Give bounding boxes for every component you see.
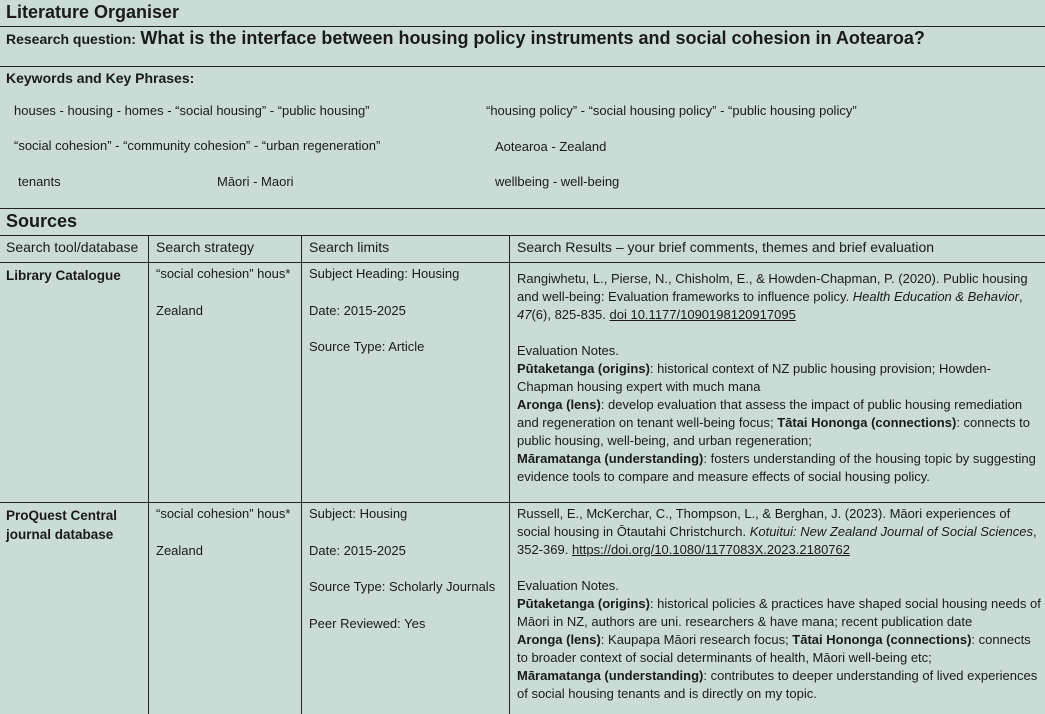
note-text: : develop evaluation that assess the impact of public housing remediation and regeneration on tenant well-being focus; xyxy=(517,397,1023,430)
evaluation-notes-heading: Evaluation Notes. xyxy=(517,578,619,593)
research-question-label: Research question: xyxy=(6,31,136,47)
citation-separator: , xyxy=(1032,524,1037,539)
divider xyxy=(0,235,1045,236)
note-text: : historical context of NZ public housing provision; Howden-Chapman housing expert with much mana xyxy=(517,361,991,394)
note-text: : fosters understanding of the housing topic by suggesting evidence tools to compare and measure effects of social housing policy. xyxy=(517,451,1036,484)
keyword-group: wellbeing - well-being xyxy=(495,174,620,189)
note-label: Aronga (lens) xyxy=(517,397,601,412)
note-text: : contributes to deeper understanding of lived experiences of social housing tenants and is directly on my topic. xyxy=(517,668,1038,701)
table-row-strategy: “social cohesion” hous* xyxy=(156,266,291,281)
citation xyxy=(517,505,1042,559)
note-label: Pūtaketanga (origins) xyxy=(517,596,650,611)
table-row-limit: Source Type: Scholarly Journals xyxy=(309,579,496,594)
evaluation-notes-heading: Evaluation Notes. xyxy=(517,343,619,358)
divider xyxy=(0,26,1045,27)
table-row-strategy: Zealand xyxy=(156,303,203,318)
divider xyxy=(0,66,1045,67)
note-label: Māramatanga (understanding) xyxy=(517,451,704,466)
citation-pages: 352-369. xyxy=(517,542,572,557)
keyword-group: houses - housing - homes - “social housing” - “public housing” xyxy=(14,103,370,118)
table-row-strategy: “social cohesion” hous* xyxy=(156,506,291,521)
note-putaketanga xyxy=(517,360,1042,396)
table-row-limit: Source Type: Article xyxy=(309,339,425,354)
citation-separator: , xyxy=(1018,289,1023,304)
keyword-group: “social cohesion” - “community cohesion” - “urban regeneration” xyxy=(14,138,381,153)
citation-authors: Rangiwhetu, L., Pierse, N., Chisholm, E., & Howden-Chapman, P. (2020). Public housing and well-being: Evaluation frameworks to influence policy. xyxy=(517,271,1028,304)
divider xyxy=(0,208,1045,209)
note-text: : historical policies & practices have shaped social housing needs of Māori in NZ, authors are uni. researchers & have mana; recent publication date xyxy=(517,596,1041,629)
note-label: Māramatanga (understanding) xyxy=(517,668,704,683)
research-question xyxy=(6,28,925,49)
column-header-results: Search Results – your brief comments, themes and brief evaluation xyxy=(517,239,935,255)
citation-pages: (6), 825-835. xyxy=(531,307,610,322)
table-row-limit: Subject Heading: Housing xyxy=(309,266,460,281)
note-label: Tātai Hononga (connections) xyxy=(777,415,957,430)
table-row-strategy: Zealand xyxy=(156,543,203,558)
doi-link[interactable]: https://doi.org/10.1080/1177083X.2023.2180762 xyxy=(571,542,850,557)
table-row-limit: Peer Reviewed: Yes xyxy=(309,616,426,631)
column-header-strategy: Search strategy xyxy=(156,239,255,255)
table-row-results xyxy=(517,270,1042,486)
keywords-heading: Keywords and Key Phrases: xyxy=(6,70,195,86)
citation-volume: 47 xyxy=(517,307,532,322)
table-row-limit: Date: 2015-2025 xyxy=(309,303,406,318)
column-divider xyxy=(509,235,510,714)
column-divider xyxy=(148,235,149,714)
note-text: : connects to public housing, well-being, and urban regeneration; xyxy=(517,415,1031,448)
note-maramatanga xyxy=(517,667,1042,703)
table-row-tool: Library Catalogue xyxy=(6,268,121,283)
note-text: : connects to broader context of social determinants of health, Māori well-being etc; xyxy=(517,632,1031,665)
citation-authors: Russell, E., McKerchar, C., Thompson, L., & Berghan, J. (2023). Māori experiences of social housing in Ōtautahi Christchurch. xyxy=(517,506,1011,539)
note-label: Pūtaketanga (origins) xyxy=(517,361,650,376)
note-aronga xyxy=(517,396,1042,450)
note-label: Aronga (lens) xyxy=(517,632,601,647)
citation-journal: Health Education & Behavior xyxy=(852,289,1019,304)
keyword-group: “housing policy” - “social housing policy” - “public housing policy” xyxy=(486,103,857,118)
keyword-group: Aotearoa - Zealand xyxy=(495,139,607,154)
column-header-limits: Search limits xyxy=(309,239,390,255)
note-maramatanga xyxy=(517,450,1042,486)
divider xyxy=(0,502,1045,503)
table-row-limit: Date: 2015-2025 xyxy=(309,543,406,558)
citation-journal: Kotuitui: New Zealand Journal of Social Sciences xyxy=(749,524,1033,539)
sources-heading: Sources xyxy=(6,211,78,231)
note-label: Tātai Hononga (connections) xyxy=(792,632,972,647)
divider xyxy=(0,262,1045,263)
research-question-text: What is the interface between housing policy instruments and social cohesion in Aotearoa? xyxy=(140,28,925,48)
column-divider xyxy=(301,235,302,714)
note-putaketanga xyxy=(517,595,1042,631)
page-title: Literature Organiser xyxy=(6,2,180,22)
note-aronga xyxy=(517,631,1042,667)
column-header-tool: Search tool/database xyxy=(6,239,139,255)
table-row-results xyxy=(517,505,1042,703)
doi-link[interactable]: doi 10.1177/1090198120917095 xyxy=(609,307,796,322)
keyword-group: Māori - Maori xyxy=(217,174,294,189)
keyword-group: tenants xyxy=(18,174,61,189)
table-row-tool: ProQuest Central journal database xyxy=(6,508,118,542)
table-row-limit: Subject: Housing xyxy=(309,506,408,521)
citation xyxy=(517,270,1042,324)
note-text: : Kaupapa Māori research focus; xyxy=(600,632,793,647)
